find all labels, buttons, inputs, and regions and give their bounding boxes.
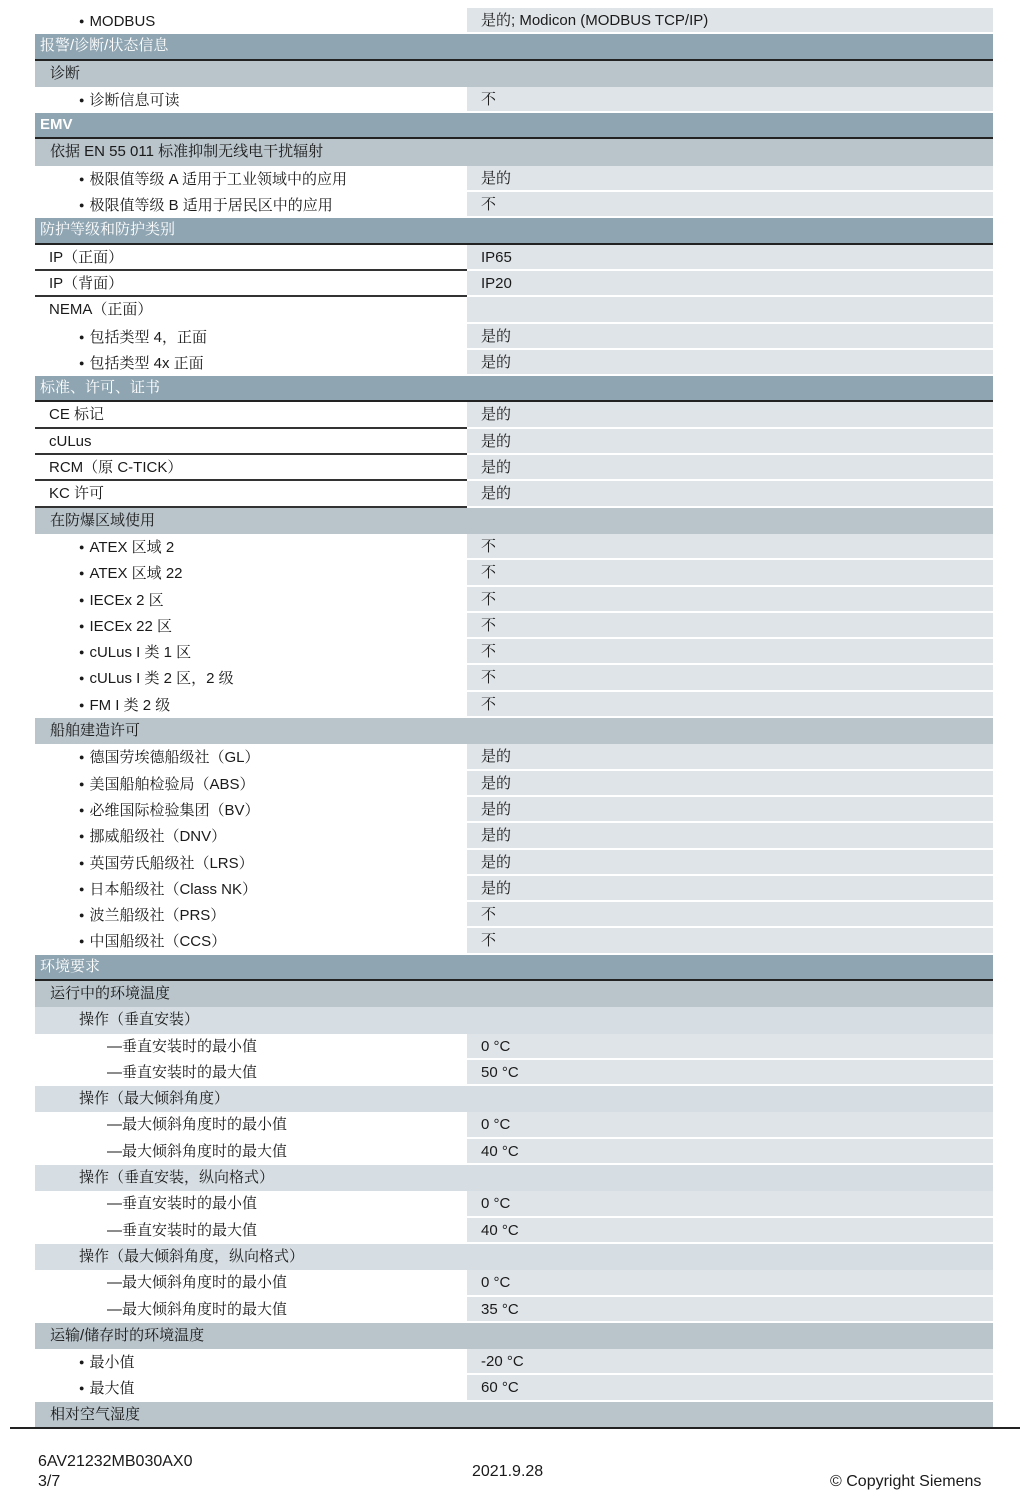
spec-label: — 最大倾斜角度时的最大值 xyxy=(107,1143,287,1160)
group-heading: 相对空气湿度 xyxy=(35,1402,993,1428)
spec-value: 是的 xyxy=(467,744,993,768)
spec-row xyxy=(35,771,993,797)
spec-row xyxy=(35,1218,993,1244)
spec-label: — 最大倾斜角度时的最小值 xyxy=(107,1116,287,1133)
spec-value: 0 °C xyxy=(467,1270,993,1294)
spec-row xyxy=(35,876,993,902)
group-heading: 船舶建造许可 xyxy=(35,718,993,744)
spec-value: -20 °C xyxy=(467,1349,993,1373)
spec-label: ● 极限值等级 B 适用于居民区中的应用 xyxy=(79,197,333,214)
spec-label: NEMA（正面） xyxy=(49,301,153,319)
group-heading: 诊断 xyxy=(35,61,993,87)
spec-value: 是的 xyxy=(467,481,993,505)
footer-divider xyxy=(10,1427,1020,1429)
spec-value: 不 xyxy=(467,902,993,926)
section-heading: 环境要求 xyxy=(35,955,993,981)
spec-label: — 最大倾斜角度时的最大值 xyxy=(107,1301,287,1318)
spec-row xyxy=(35,350,993,376)
spec-value: 不 xyxy=(467,87,993,111)
spec-label: — 垂直安装时的最大值 xyxy=(107,1064,257,1081)
spec-row xyxy=(35,1349,993,1375)
spec-row xyxy=(35,850,993,876)
spec-label: IP（背面） xyxy=(49,274,124,292)
spec-value: 是的 xyxy=(467,350,993,374)
spec-row xyxy=(35,1191,993,1217)
spec-value: 0 °C xyxy=(467,1112,993,1136)
section-heading: 报警/诊断/状态信息 xyxy=(35,34,993,60)
spec-row xyxy=(35,797,993,823)
spec-label: ● 极限值等级 A 适用于工业领域中的应用 xyxy=(79,171,347,188)
spec-value: 40 °C xyxy=(467,1218,993,1242)
subgroup-heading: 操作（垂直安装） xyxy=(35,1007,993,1033)
spec-row xyxy=(35,1060,993,1086)
spec-value: 不 xyxy=(467,613,993,637)
spec-value: 是的 xyxy=(467,402,993,426)
spec-label: ● 包括类型 4，正面 xyxy=(79,329,207,346)
document-date: 2021.9.28 xyxy=(472,1463,544,1480)
spec-value: 40 °C xyxy=(467,1139,993,1163)
spec-row xyxy=(35,1139,993,1165)
spec-label: KC 许可 xyxy=(49,485,105,503)
spec-value: 是的; Modicon (MODBUS TCP/IP) xyxy=(467,8,993,32)
spec-label: ● cULus I 类 2 区，2 级 xyxy=(79,670,234,687)
copyright: © Copyright Siemens xyxy=(830,1473,982,1490)
spec-label: RCM（原 C-TICK） xyxy=(49,459,183,477)
spec-label: CE 标记 xyxy=(49,406,105,424)
spec-label: ● 波兰船级社（PRS） xyxy=(79,907,225,924)
spec-row xyxy=(35,744,993,770)
spec-value: IP20 xyxy=(467,271,993,295)
spec-label: ● 最小值 xyxy=(79,1354,134,1371)
spec-label: ● 英国劳氏船级社（LRS） xyxy=(79,855,254,872)
spec-row xyxy=(35,87,993,113)
spec-row xyxy=(35,166,993,192)
spec-value: 是的 xyxy=(467,850,993,874)
spec-label: — 垂直安装时的最小值 xyxy=(107,1038,257,1055)
spec-row xyxy=(35,1297,993,1323)
spec-row xyxy=(35,8,993,34)
spec-row xyxy=(35,639,993,665)
spec-value: 不 xyxy=(467,692,993,716)
subgroup-heading: 操作（最大倾斜角度，纵向格式） xyxy=(35,1244,993,1270)
spec-value: 不 xyxy=(467,665,993,689)
spec-value: 不 xyxy=(467,639,993,663)
spec-value: 是的 xyxy=(467,771,993,795)
spec-label: — 垂直安装时的最小值 xyxy=(107,1195,257,1212)
spec-row xyxy=(35,455,993,481)
spec-value: 0 °C xyxy=(467,1034,993,1058)
group-heading: 在防爆区域使用 xyxy=(35,508,993,534)
spec-row xyxy=(35,1375,993,1401)
spec-label: ● ATEX 区域 2 xyxy=(79,539,174,556)
spec-row xyxy=(35,245,993,271)
group-heading: 运行中的环境温度 xyxy=(35,981,993,1007)
spec-value: IP65 xyxy=(467,245,993,269)
subgroup-heading: 操作（最大倾斜角度） xyxy=(35,1086,993,1112)
spec-row xyxy=(35,192,993,218)
spec-row xyxy=(35,902,993,928)
spec-label: ● IECEx 22 区 xyxy=(79,618,172,635)
spec-label: ● 美国船舶检验局（ABS） xyxy=(79,776,254,793)
spec-label: — 最大倾斜角度时的最小值 xyxy=(107,1274,287,1291)
spec-row xyxy=(35,665,993,691)
spec-value: 不 xyxy=(467,928,993,952)
spec-row xyxy=(35,271,993,297)
spec-label: ● 德国劳埃德船级社（GL） xyxy=(79,749,259,766)
spec-label: ● 诊断信息可读 xyxy=(79,92,179,109)
spec-row xyxy=(35,1034,993,1060)
spec-label: IP（正面） xyxy=(49,248,124,266)
spec-row xyxy=(35,429,993,455)
spec-value: 不 xyxy=(467,560,993,584)
spec-value: 0 °C xyxy=(467,1191,993,1215)
spec-row xyxy=(35,481,993,507)
spec-value: 是的 xyxy=(467,166,993,190)
spec-value: 是的 xyxy=(467,324,993,348)
spec-row xyxy=(35,613,993,639)
spec-value: 是的 xyxy=(467,455,993,479)
spec-value: 是的 xyxy=(467,797,993,821)
spec-label: ● 挪威船级社（DNV） xyxy=(79,828,226,845)
subgroup-heading: 操作（垂直安装，纵向格式） xyxy=(35,1165,993,1191)
spec-value: 是的 xyxy=(467,876,993,900)
spec-label: ● 包括类型 4x 正面 xyxy=(79,355,204,372)
spec-row xyxy=(35,324,993,350)
spec-row xyxy=(35,534,993,560)
spec-row xyxy=(35,587,993,613)
spec-label: ● MODBUS xyxy=(79,13,155,30)
spec-row xyxy=(35,692,993,718)
spec-table xyxy=(35,8,993,1428)
spec-value: 是的 xyxy=(467,823,993,847)
product-number: 6AV21232MB030AX0 xyxy=(38,1453,193,1470)
spec-label: ● FM I 类 2 级 xyxy=(79,697,170,714)
spec-label: ● 中国船级社（CCS） xyxy=(79,933,226,950)
spec-value: 60 °C xyxy=(467,1375,993,1399)
page-number: 3/7 xyxy=(38,1473,61,1490)
spec-label: ● 必维国际检验集团（BV） xyxy=(79,802,259,819)
spec-value: 不 xyxy=(467,192,993,216)
spec-label: ● ATEX 区域 22 xyxy=(79,565,183,582)
section-heading: 防护等级和防护类别 xyxy=(35,218,993,244)
spec-row xyxy=(35,560,993,586)
spec-label: ● cULus I 类 1 区 xyxy=(79,644,191,661)
spec-row xyxy=(35,928,993,954)
spec-row xyxy=(35,823,993,849)
section-heading: 标准、许可、证书 xyxy=(35,376,993,402)
spec-value: 35 °C xyxy=(467,1297,993,1321)
spec-row xyxy=(35,402,993,428)
spec-value xyxy=(467,297,993,321)
group-heading: 依据 EN 55 011 标准抑制无线电干扰辐射 xyxy=(35,139,993,165)
spec-value: 50 °C xyxy=(467,1060,993,1084)
spec-value: 不 xyxy=(467,587,993,611)
spec-row xyxy=(35,1112,993,1138)
spec-label: cULus xyxy=(49,432,92,450)
spec-label: ● 日本船级社（Class NK） xyxy=(79,881,257,898)
spec-value: 是的 xyxy=(467,429,993,453)
spec-label: ● 最大值 xyxy=(79,1380,134,1397)
spec-label: — 垂直安装时的最大值 xyxy=(107,1222,257,1239)
spec-label: ● IECEx 2 区 xyxy=(79,592,164,609)
spec-value: 不 xyxy=(467,534,993,558)
section-heading: EMV xyxy=(35,113,993,139)
spec-row xyxy=(35,297,993,323)
group-heading: 运输/储存时的环境温度 xyxy=(35,1323,993,1349)
spec-row xyxy=(35,1270,993,1296)
